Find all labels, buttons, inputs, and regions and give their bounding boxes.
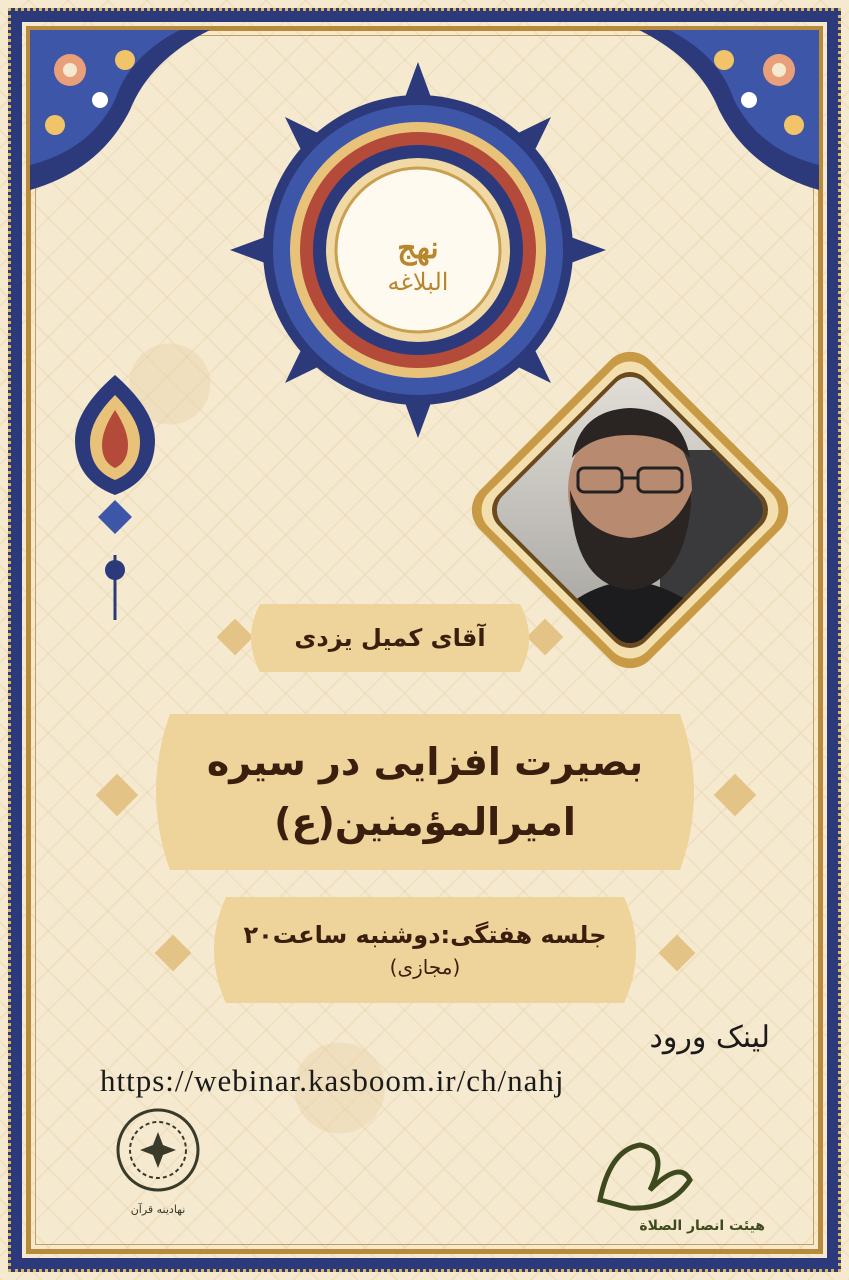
session-schedule: جلسه هفتگی:دوشنبه ساعت۲۰	[243, 921, 607, 949]
side-ornament-icon	[70, 370, 160, 630]
org-logo-left-text: نهادینه قرآن	[130, 1203, 186, 1216]
lecture-title-line2: امیرالمؤمنین(ع)	[274, 800, 576, 844]
lecture-title-line1: بصیرت افزایی در سیره	[206, 740, 644, 784]
link-label: لینک ورود	[649, 1020, 770, 1055]
org-logo-right-text: هیئت انصار الصلاة	[639, 1218, 765, 1234]
svg-text:نهج: نهج	[397, 231, 439, 266]
speaker-name: آقای کمیل یزدی	[294, 624, 486, 652]
corner-tile-icon	[30, 30, 210, 190]
org-logo-right	[530, 1130, 770, 1240]
corner-tile-icon	[639, 30, 819, 190]
speaker-name-badge	[240, 602, 540, 674]
webinar-link[interactable]: https://webinar.kasboom.ir/ch/nahj	[100, 1063, 565, 1098]
lecture-title-banner	[140, 712, 710, 872]
session-mode: (مجازی)	[389, 955, 461, 979]
session-info-banner	[200, 895, 650, 1005]
svg-text:البلاغه: البلاغه	[387, 268, 449, 296]
org-logo-left	[108, 1105, 208, 1235]
